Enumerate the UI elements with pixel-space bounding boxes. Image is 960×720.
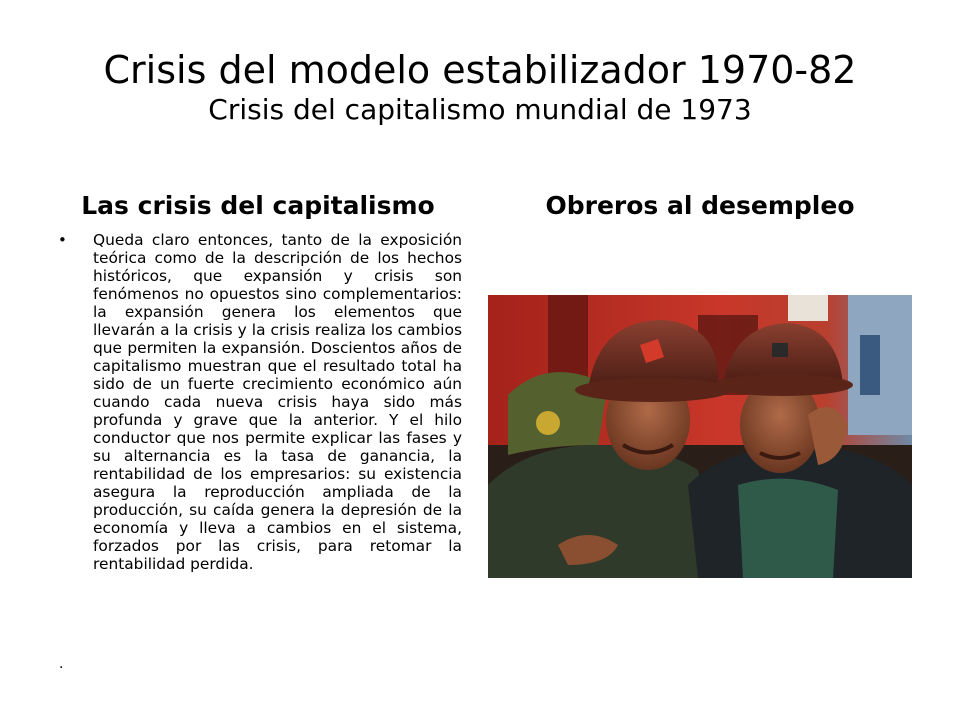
slide-title: Crisis del modelo estabilizador 1970-82 <box>103 48 857 92</box>
bullet-marker: • <box>58 231 67 249</box>
miners-photo <box>488 295 912 578</box>
slide-subtitle: Crisis del capitalismo mundial de 1973 <box>208 92 752 126</box>
trailing-period: . <box>59 656 64 672</box>
left-column-heading: Las crisis del capitalismo <box>81 191 435 220</box>
bullet-paragraph: Queda claro entonces, tanto de la exposición teórica como de la descripción de los hechos históricos, que expansión y crisis son fenómenos no opuestos sino complementarios: la expansión genera los elementos que llevarán a la crisis y la crisis realiza los cambios que permiten la expansión. Doscientos años de capitalismo muestran que el resultado total ha sido de un fuerte crecimiento económico aún cuando cada nueva crisis haya sido más profunda y grave que la anterior. Y el hilo conductor que nos permite explicar las fases y su alternancia es la tasa de ganancia, la rentabilidad de los empresarios: su existencia asegura la reproducción ampliada de la producción, su caída genera la depresión de la economía y lleva a cambios en el sistema, forzados por las crisis, para retomar la rentabilidad perdida. <box>93 231 462 573</box>
slide-title-block <box>40 48 920 126</box>
right-column-heading: Obreros al desempleo <box>545 191 855 220</box>
